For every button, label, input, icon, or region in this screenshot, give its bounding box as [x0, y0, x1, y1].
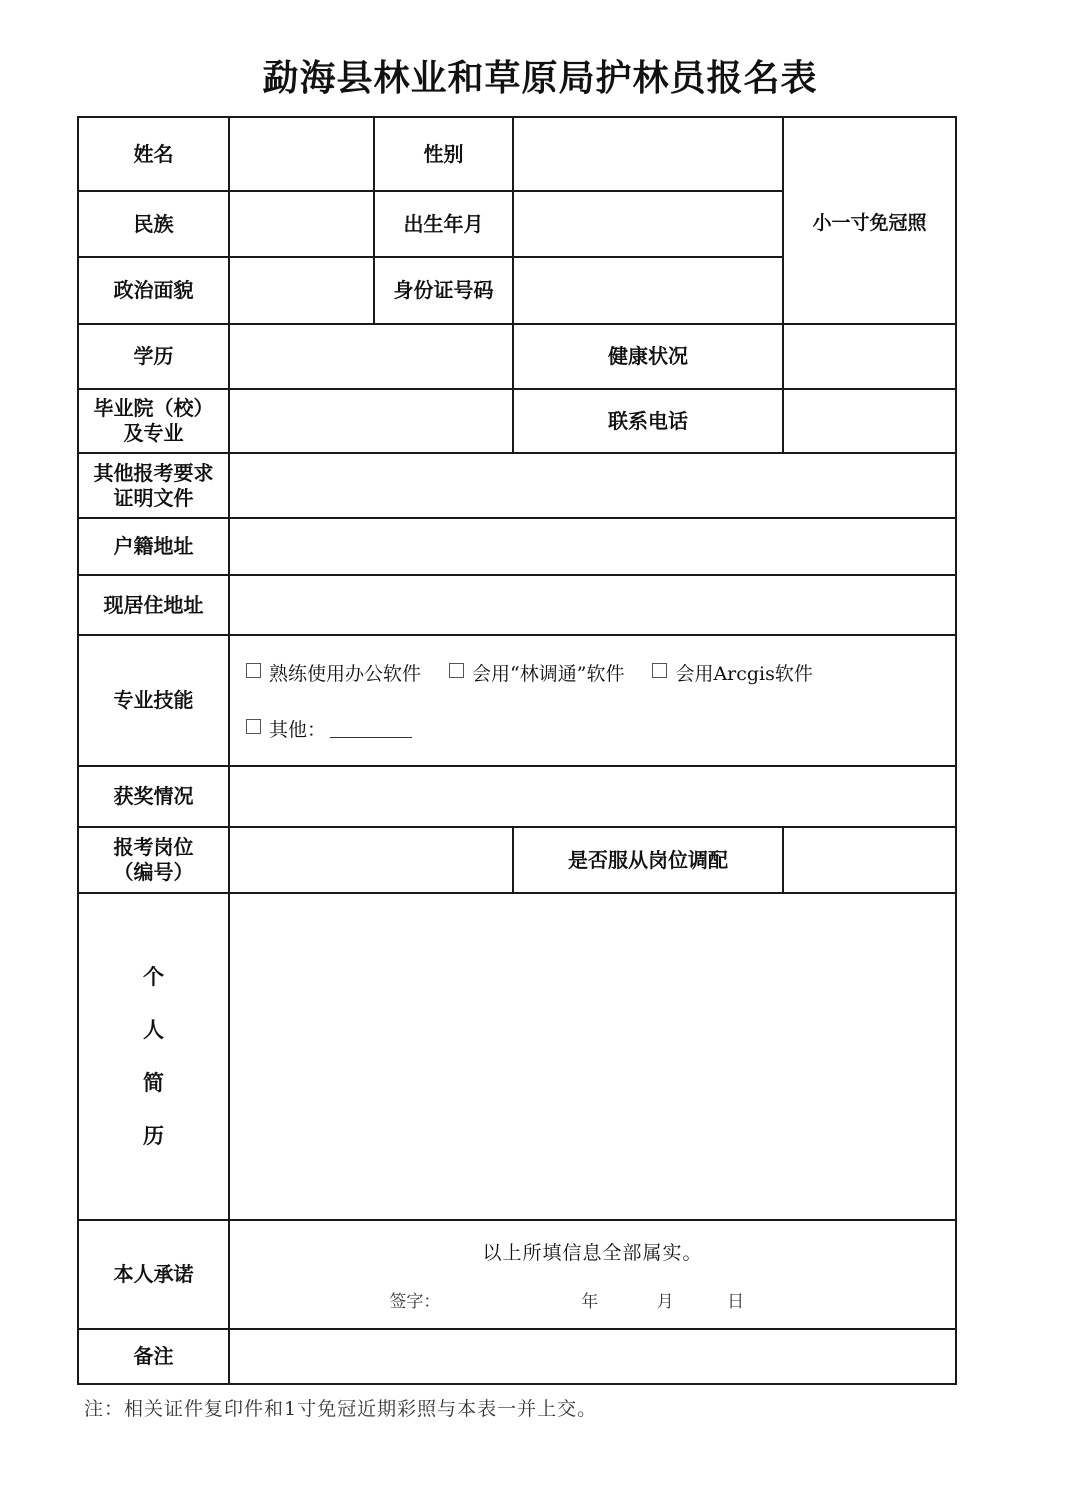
- ethnicity-field[interactable]: [229, 191, 374, 257]
- obey-field[interactable]: [783, 827, 956, 893]
- year-label: 年: [581, 1291, 599, 1312]
- household-field[interactable]: [229, 518, 956, 575]
- education-label: 学历: [78, 324, 229, 389]
- other-skill-blank[interactable]: [330, 719, 412, 738]
- promise-statement: 以上所填信息全部属实。: [482, 1241, 703, 1264]
- obey-label: 是否服从岗位调配: [513, 827, 783, 893]
- day-label: 日: [727, 1291, 745, 1312]
- awards-field[interactable]: [229, 766, 956, 827]
- skill-office-option[interactable]: 熟练使用办公软件: [246, 659, 421, 686]
- photo-box[interactable]: [783, 117, 956, 324]
- politics-label: 政治面貌: [78, 257, 229, 324]
- id-number-label: 身份证号码: [374, 257, 513, 324]
- birth-field[interactable]: [513, 191, 783, 257]
- school-label: 毕业院（校） 及专业: [78, 389, 229, 453]
- footnote: 注：相关证件复印件和1寸免冠近期彩照与本表一并上交。: [84, 1398, 598, 1420]
- name-field[interactable]: [229, 117, 374, 191]
- household-label: 户籍地址: [78, 518, 229, 575]
- residence-label: 现居住地址: [78, 575, 229, 635]
- phone-field[interactable]: [783, 389, 956, 453]
- school-field[interactable]: [229, 389, 513, 453]
- signature-line[interactable]: [230, 1287, 955, 1312]
- education-field[interactable]: [229, 324, 513, 389]
- name-label: 姓名: [78, 117, 229, 191]
- remarks-field[interactable]: [229, 1329, 956, 1384]
- month-label: 月: [656, 1291, 674, 1312]
- remarks-label: 备注: [78, 1329, 229, 1384]
- resume-field[interactable]: [229, 893, 956, 1220]
- residence-field[interactable]: [229, 575, 956, 635]
- form-title: 勐海县林业和草原局护林员报名表: [262, 57, 818, 99]
- health-label: 健康状况: [513, 324, 783, 389]
- sign-label: 签字：: [389, 1291, 441, 1312]
- skills-field: [229, 635, 956, 766]
- other-docs-field[interactable]: [229, 453, 956, 518]
- gender-label: 性别: [374, 117, 513, 191]
- position-label: 报考岗位 （编号）: [78, 827, 229, 893]
- promise-label: 本人承诺: [78, 1220, 229, 1329]
- checkbox-icon[interactable]: [246, 663, 261, 678]
- health-field[interactable]: [783, 324, 956, 389]
- gender-field[interactable]: [513, 117, 783, 191]
- resume-label: 个 人 简 历: [78, 893, 229, 1220]
- registration-form: [77, 116, 957, 1385]
- photo-label: 小一寸免冠照: [812, 212, 927, 234]
- skill-arcgis-option[interactable]: 会用Arcgis软件: [652, 659, 812, 686]
- awards-label: 获奖情况: [78, 766, 229, 827]
- skill-other-option[interactable]: 其他：: [246, 715, 412, 742]
- other-docs-label: 其他报考要求 证明文件: [78, 453, 229, 518]
- promise-field: [229, 1220, 956, 1329]
- position-field[interactable]: [229, 827, 513, 893]
- skill-lintiaotong-option[interactable]: 会用“林调通”软件: [449, 659, 624, 686]
- birth-label: 出生年月: [374, 191, 513, 257]
- ethnicity-label: 民族: [78, 191, 229, 257]
- politics-field[interactable]: [229, 257, 374, 324]
- checkbox-icon[interactable]: [652, 663, 667, 678]
- id-number-field[interactable]: [513, 257, 783, 324]
- phone-label: 联系电话: [513, 389, 783, 453]
- skills-label: 专业技能: [78, 635, 229, 766]
- checkbox-icon[interactable]: [246, 719, 261, 734]
- checkbox-icon[interactable]: [449, 663, 464, 678]
